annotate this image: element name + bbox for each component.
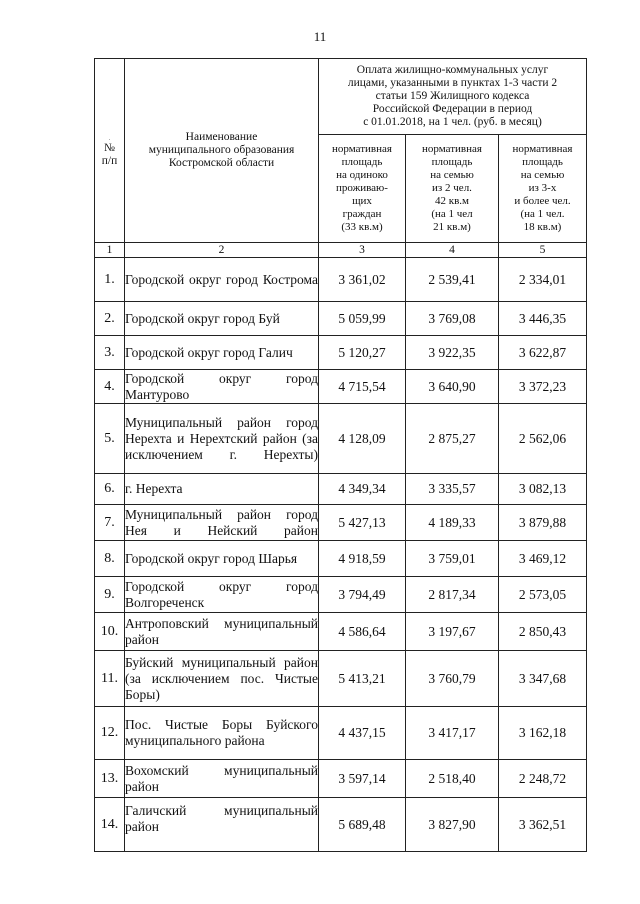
value-single: 4 715,54 — [319, 370, 406, 404]
column-number-cell: 2 — [125, 243, 319, 258]
header-family-two: нормативная площадь на семью из 2 чел. 42 кв.м (на 1 чел 21 кв.м) — [406, 135, 499, 243]
value-family-two: 3 335,57 — [406, 474, 499, 505]
table-row — [95, 760, 587, 798]
header-payment: Оплата жилищно-коммунальных услуг лицами, указанными в пунктах 1-3 части 2 статьи 159 Жилищного кодекса Российской Федерации в период с 01.01.2018, на 1 чел. (руб. в месяц) — [319, 59, 587, 135]
value-family-two: 3 417,17 — [406, 707, 499, 760]
value-family-two: 4 189,33 — [406, 505, 499, 541]
table-row — [95, 302, 587, 336]
value-family-three: 3 622,87 — [499, 336, 587, 370]
value-family-three: 2 334,01 — [499, 258, 587, 302]
municipality-name: Муниципальный район город Нерехта и Нерехтский район (за исключением г. Нерехты) — [125, 404, 319, 474]
municipality-name: Городской округ город Волгореченск — [125, 577, 319, 613]
value-single: 4 128,09 — [319, 404, 406, 474]
row-number: 8. — [95, 541, 125, 577]
municipality-name: Галичский муниципальный район — [125, 798, 319, 852]
municipality-name: г. Нерехта — [125, 474, 319, 505]
value-family-three: 2 850,43 — [499, 613, 587, 651]
table-row — [95, 505, 587, 541]
municipality-name: Буйский муниципальный район (за исключением пос. Чистые Боры) — [125, 651, 319, 707]
column-number-cell: 5 — [499, 243, 587, 258]
municipality-name: Городской округ город Галич — [125, 336, 319, 370]
row-number: 9. — [95, 577, 125, 613]
row-number: 6. — [95, 474, 125, 505]
value-family-two: 3 827,90 — [406, 798, 499, 852]
value-family-three: 2 562,06 — [499, 404, 587, 474]
header-single-residents: нормативная площадь на одиноко проживаю- щих граждан (33 кв.м) — [319, 135, 406, 243]
value-single: 4 586,64 — [319, 613, 406, 651]
value-single: 5 427,13 — [319, 505, 406, 541]
row-number: 1. — [95, 258, 125, 302]
table-row — [95, 541, 587, 577]
value-family-two: 3 760,79 — [406, 651, 499, 707]
value-single: 5 689,48 — [319, 798, 406, 852]
value-family-three: 2 248,72 — [499, 760, 587, 798]
table-row — [95, 404, 587, 474]
header-row-number: . № п/п — [95, 59, 125, 243]
value-family-three: 3 347,68 — [499, 651, 587, 707]
value-family-two: 3 197,67 — [406, 613, 499, 651]
table-row — [95, 707, 587, 760]
value-single: 3 361,02 — [319, 258, 406, 302]
municipality-name: Городской округ город Мантурово — [125, 370, 318, 402]
municipality-name: Муниципальный район город Нея и Нейский район — [125, 505, 319, 541]
value-family-two: 2 875,27 — [406, 404, 499, 474]
value-family-three: 3 362,51 — [499, 798, 587, 852]
value-single: 5 413,21 — [319, 651, 406, 707]
value-family-two: 2 817,34 — [406, 577, 499, 613]
municipality-name: Вохомский муниципальный район — [125, 760, 319, 798]
value-family-two: 3 759,01 — [406, 541, 499, 577]
table-row — [95, 336, 587, 370]
row-number: 13. — [95, 760, 125, 798]
value-family-three: 3 879,88 — [499, 505, 587, 541]
table-row — [95, 577, 587, 613]
column-number-cell: 4 — [406, 243, 499, 258]
municipality-name: Городской округ город Кострома — [125, 258, 319, 302]
value-family-three: 3 162,18 — [499, 707, 587, 760]
municipality-name: Антроповский муниципальный район — [125, 613, 319, 651]
row-number: 3. — [95, 336, 125, 370]
municipality-name: Городской округ город Шарья — [125, 541, 319, 577]
value-single: 4 437,15 — [319, 707, 406, 760]
value-family-two: 2 539,41 — [406, 258, 499, 302]
value-single: 4 349,34 — [319, 474, 406, 505]
value-family-two: 3 640,90 — [406, 370, 499, 404]
table-row — [95, 798, 587, 852]
value-family-two: 3 922,35 — [406, 336, 499, 370]
value-family-three: 3 469,12 — [499, 541, 587, 577]
row-number: 5. — [95, 404, 125, 474]
value-single: 5 059,99 — [319, 302, 406, 336]
column-number-cell: 3 — [319, 243, 406, 258]
page-number: 11 — [313, 29, 327, 44]
row-number: 12. — [95, 707, 125, 760]
row-number: 7. — [95, 505, 125, 541]
header-municipality: Наименование муниципального образования Костромской области — [125, 59, 319, 243]
value-family-three: 2 573,05 — [499, 577, 587, 613]
value-family-three: 3 372,23 — [499, 370, 587, 404]
row-number: 4. — [95, 370, 125, 404]
value-single: 3 597,14 — [319, 760, 406, 798]
payment-table — [94, 58, 587, 852]
table-row — [95, 370, 587, 404]
value-single: 3 794,49 — [319, 577, 406, 613]
value-single: 4 918,59 — [319, 541, 406, 577]
table-row — [95, 651, 587, 707]
header-family-three: нормативная площадь на семью из 3-х и более чел. (на 1 чел. 18 кв.м) — [499, 135, 587, 243]
header-row-number-label: № п/п — [101, 141, 118, 167]
row-number: 14. — [95, 798, 125, 852]
column-number-cell: 1 — [95, 243, 125, 258]
municipality-name: Пос. Чистые Боры Буйского муниципального района — [125, 707, 319, 760]
table-row — [95, 613, 587, 651]
row-number: 2. — [95, 302, 125, 336]
row-number: 10. — [95, 613, 125, 651]
value-family-three: 3 446,35 — [499, 302, 587, 336]
value-single: 5 120,27 — [319, 336, 406, 370]
value-family-three: 3 082,13 — [499, 474, 587, 505]
value-family-two: 2 518,40 — [406, 760, 499, 798]
table-row — [95, 258, 587, 302]
row-number: 11. — [95, 651, 125, 707]
table-row — [95, 474, 587, 505]
value-family-two: 3 769,08 — [406, 302, 499, 336]
municipality-name: Городской округ город Буй — [125, 302, 319, 336]
